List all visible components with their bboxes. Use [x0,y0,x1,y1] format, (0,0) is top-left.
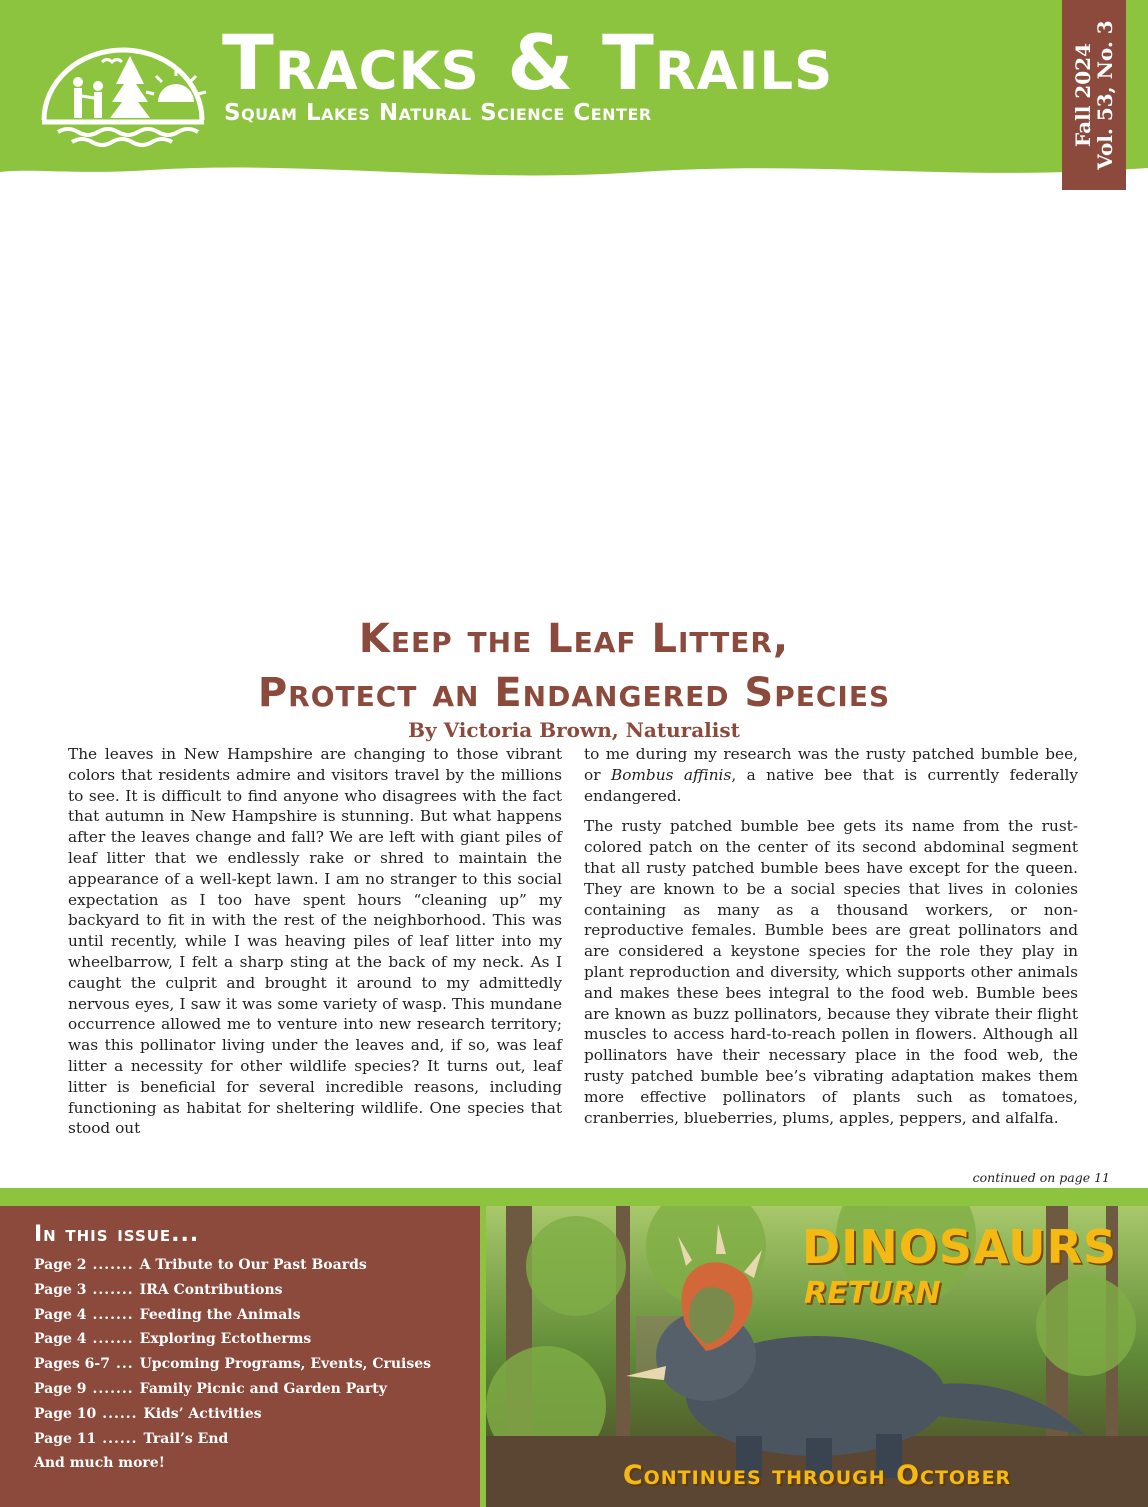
continued-note: continued on page 11 [972,1170,1110,1185]
toc-item [34,1278,480,1303]
toc-dot-leader: ....... [92,1257,134,1273]
article-paragraph: The rusty patched bumble bee gets its name from the rust-colored patch on the center of its second abdominal segment that all rusty patched bumble bees have except for the queen. They are known to be a social species that lives in colonies containing as many as a thousand workers, or non-reproductive females. Bumble bees are great pollinators and are considered a keystone species for the role they play in plant reproduction and diversity, which supports other animals and makes these bees integral to the food web. Bumble bees are known as buzz pollinators, because they vibrate their flight muscles to access hard-to-reach pollen in flowers. Although all pollinators have their necessary place in the food web, the rusty patched bumble bee’s vibrating adaptation makes them more effective pollinators of plants such as tomatoes, cranberries, blueberries, plums, apples, peppers, and alfalfa. [584,817,1078,1127]
toc-page-number: Page 11 [34,1430,97,1447]
toc-item [34,1327,480,1352]
toc-item [34,1352,480,1377]
toc-dot-leader: ....... [92,1306,134,1323]
toc-item-title: A Tribute to Our Past Boards [139,1257,367,1273]
promo-title: DINOSAURS [802,1220,1118,1274]
toc-list [34,1253,480,1451]
newsletter-title: Tracks & Trails [222,18,834,107]
species-name: Bombus affinis [610,765,732,784]
promo-footer: Continues through October [622,1460,1012,1491]
toc-dot-leader: ....... [92,1331,134,1348]
table-of-contents [0,1206,480,1507]
toc-item [34,1377,480,1402]
masthead [0,0,1148,190]
toc-page-number: Page 3 [34,1281,87,1298]
toc-item-title: Exploring Ectotherms [139,1331,312,1348]
toc-item [34,1427,480,1452]
toc-item-title: Trail’s End [143,1430,229,1447]
toc-page-number: Page 9 [34,1380,87,1397]
toc-dot-leader: ....... [92,1281,134,1298]
issue-tab [1062,0,1126,190]
headline-line-1: Keep the Leaf Litter, [358,616,790,662]
toc-item-title: Family Picnic and Garden Party [139,1380,387,1397]
article-column-right [584,744,1078,1128]
toc-page-number: Page 10 [34,1405,97,1422]
toc-dot-leader: ... [115,1356,134,1373]
issue-volume: Vol. 53, No. 3 [1093,20,1117,170]
article-headline [0,612,1148,720]
toc-dot-leader: ...... [102,1430,138,1447]
headline-line-2: Protect an Endangered Species [257,670,891,716]
article-paragraph [584,744,1078,806]
toc-item-title: IRA Contributions [139,1281,283,1298]
toc-page-number: Pages 6-7 [34,1356,110,1373]
issue-info [1072,20,1116,169]
toc-item-title: Upcoming Programs, Events, Cruises [139,1356,432,1373]
article-paragraph: The leaves in New Hampshire are changing to those vibrant colors that residents admire and visitors travel by the millions to see. It is difficult to find anyone who disagrees with the fact that autumn in New Hampshire is stunning. But what happens after the leaves change and fall? We are left with giant piles of leaf litter that we endlessly rake or shred to maintain the appearance of a well-kept lawn. I am no stranger to this social expectation as I too have spent hours “cleaning up” my backyard to fit in with the rest of the neighborhood. This was until recently, while I was heaving piles of leaf litter into my wheelbarrow, I felt a sharp sting at the back of my neck. As I caught the culprit and brought it around to my admittedly nervous eyes, I saw it was some variety of wasp. This mundane occurrence allowed me to venture into new research territory; was this pollinator living under the leaves and, if so, was leaf litter a necessity for other wildlife species? It turns out, leaf litter is beneficial for several incredible reasons, including functioning as habitat for sheltering wildlife. One species that stood out [68,745,562,1138]
toc-page-number: Page 4 [34,1331,87,1348]
toc-page-number: Page 2 [34,1257,87,1273]
toc-dot-leader: ...... [102,1405,138,1422]
toc-heading: In this issue... [34,1222,200,1247]
toc-page-number: Page 4 [34,1306,87,1323]
dinosaur-promo [486,1206,1148,1507]
promo-subtitle: RETURN [804,1276,941,1311]
toc-dot-leader: ....... [92,1380,134,1397]
toc-more: And much more! [34,1455,165,1472]
toc-item-title: Feeding the Animals [139,1306,301,1323]
toc-item [34,1402,480,1427]
issue-season: Fall 2024 [1071,43,1095,147]
article-column-left [68,744,562,1139]
paragraph-text: to me during my research was the rusty patched bumble bee, or [584,745,1078,784]
toc-item [34,1303,480,1328]
center-logo-icon [38,40,208,150]
paragraph-text: , a native bee that is currently federally endangered. [584,765,1079,805]
toc-item [34,1253,480,1278]
organization-name: Squam Lakes Natural Science Center [224,100,652,126]
toc-item-title: Kids’ Activities [143,1405,262,1422]
article-byline: By Victoria Brown, Naturalist [408,718,740,742]
